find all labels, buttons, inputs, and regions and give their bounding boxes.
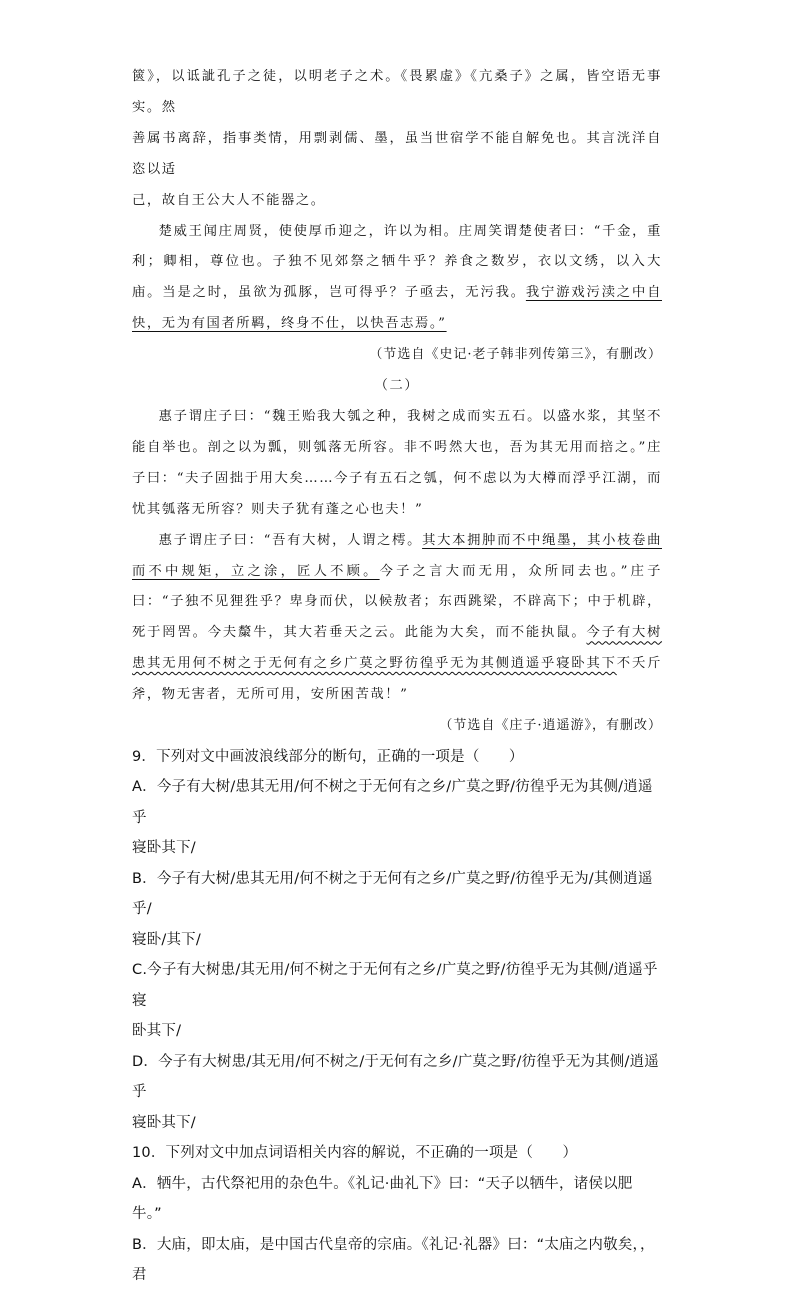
passage-line: 篋》，以诋訿孔子之徒，以明老子之术。《畏累虚》《亢桑子》之属，皆空语无事实。然 (132, 69, 662, 115)
passage-two (132, 402, 662, 742)
paragraph-text: 今子之言大而无用，众所同去也。”庄子曰：“子独不见狸狌乎？卑身而伏，以候敖者；东西跳梁，不辟高下；中于机辟，死于罔罟。今夫斄牛，其大若垂天之云。此能为大矣，而不能执鼠。 (132, 563, 663, 641)
option-d-line2: 寝卧其下/ (132, 1114, 196, 1131)
option-a-line2: 寝卧其下/ (132, 840, 196, 857)
option-b: B．大庙，即太庙，是中国古代皇帝的宗庙。《礼记·礼器》曰：“太庙之内敬矣，，君 (132, 1236, 655, 1284)
passage-paragraph: 惠子谓庄子曰：“魏王贻我大瓠之种，我树之成而实五石。以盛水浆，其坚不能自举也。剖之以为瓢，则瓠落无所容。非不呺然大也，吾为其无用而掊之。”庄子曰：“夫子固拙于用大矣……今子有五石之瓠，何不虑以为大樽而浮乎江湖，而忧其瓠落无所容？则夫子犹有蓬之心也夫！” (132, 408, 662, 517)
source-citation: （节选自《史记·老子韩非列传第三》，有删改） (369, 347, 662, 363)
passage-line: 己，故自王公大人不能器之。 (132, 192, 326, 208)
paragraph-text: 惠子谓庄子曰：“吾有大树，人谓之樗。 (158, 532, 423, 548)
option-b-line1: B．今子有大树/患其无用/何不树之于无何有之乡/广莫之野/彷徨乎无为/其侧逍遥乎/ (132, 870, 653, 918)
wavy-underlined-sentence: 今子有大树患其无用何不树之于无何有之乡广莫之野彷徨乎无为其侧逍遥乎寝卧其下 (132, 625, 663, 672)
paragraph-text: 不夭斤斧，物无害者，无所可用，安所困苦哉！” (132, 656, 662, 703)
option-a-line1: A．今子有大树/患其无用/何不树之于无何有之乡/广莫之野/彷徨乎无为其侧/逍遥乎 (132, 779, 653, 826)
option-c-line2: 卧其下/ (132, 1023, 182, 1040)
passage-paragraph (132, 217, 662, 341)
passage-paragraph (132, 526, 662, 711)
page-content (132, 62, 662, 1291)
underlined-sentence: 我宁游戏污渎之中自快，无为有国者所羁，终身不仕，以快吾志焉。” (132, 285, 662, 332)
passage-one (132, 62, 662, 402)
option-c-line1: C.今子有大树患/其无用/何不树之于无何有之乡/广莫之野/彷徨乎无为其侧/逍遥乎寝 (132, 962, 658, 1009)
section-heading: （二） (374, 378, 420, 394)
passage-line: 善属书离辞，指事类情，用剽剥儒、墨，虽当世宿学不能自解免也。其言洸洋自恣以适 (132, 130, 662, 177)
questions (132, 742, 662, 1291)
question-10-stem: 10．下列对文中加点词语相关内容的解说，不正确的一项是（ ） (132, 1145, 578, 1162)
option-a: A．牺牛，古代祭祀用的杂色牛。《礼记·曲礼下》曰：“天子以牺牛，诸侯以肥牛。” (132, 1175, 633, 1223)
paragraph-text: 楚威王闻庄周贤，使使厚币迎之，许以为相。庄周笑谓楚使者曰：“千金，重利；卿相，尊位也。子独不见郊祭之牺牛乎？养食之数岁，衣以文绣，以入大庙。当是之时，虽欲为孤豚，岂可得乎？子亟去，无污我。 (132, 223, 662, 301)
source-citation: （节选自《庄子·逍遥游》，有删改） (439, 718, 662, 734)
underlined-sentence: 其大本拥肿而不中绳墨，其小枝卷曲而不中规矩，立之涂，匠人不顾。 (132, 532, 662, 579)
option-b-line2: 寝卧/其下/ (132, 931, 201, 948)
option-d-line1: D．今子有大树患/其无用/何不树之/于无何有之乡/广莫之野/彷徨乎无为其侧/逍遥乎 (132, 1053, 659, 1101)
question-9-stem: 9．下列对文中画波浪线部分的断句，正确的一项是（ ） (132, 748, 524, 765)
